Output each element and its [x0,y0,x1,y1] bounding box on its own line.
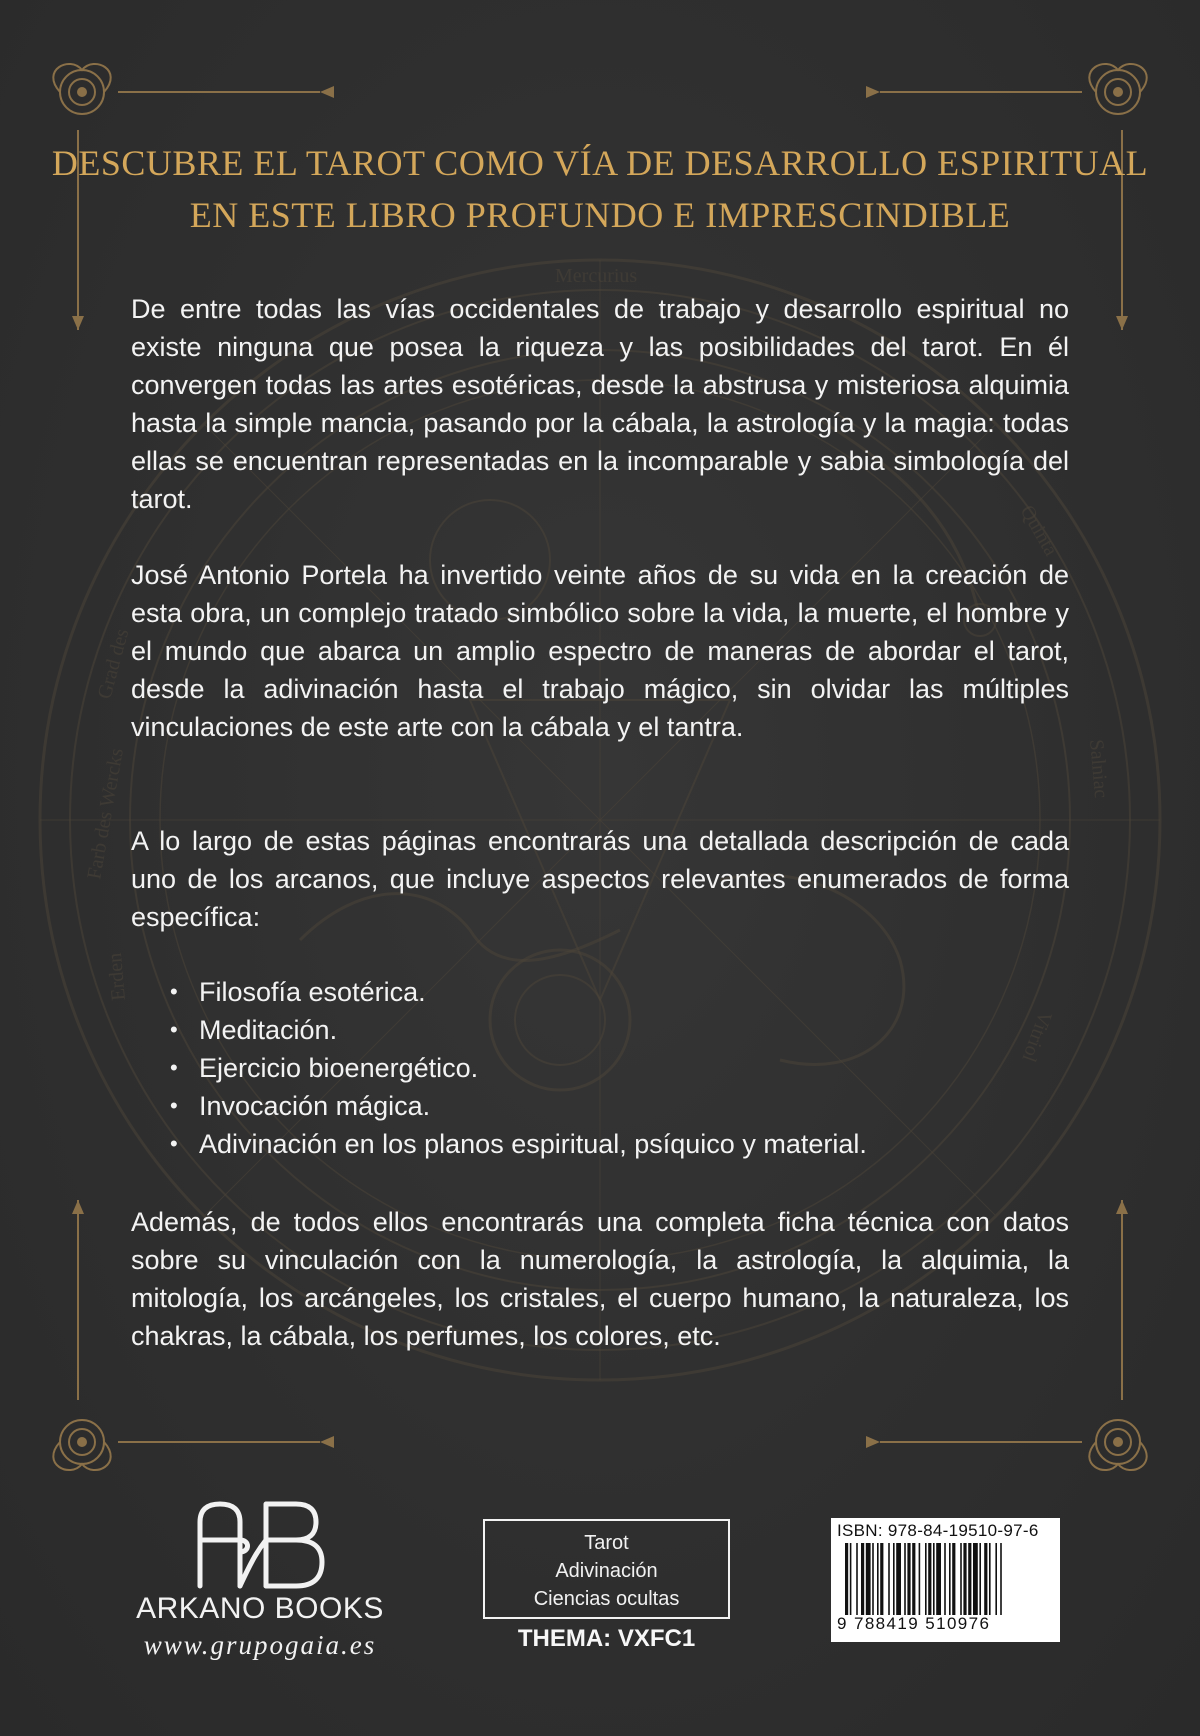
thema-category: Ciencias ocultas [533,1588,680,1610]
headline-line-2: EN ESTE LIBRO PROFUNDO E IMPRESCINDIBLE [189,195,1011,235]
bg-label-quinta: Quinta [1015,501,1062,560]
bg-label-salniac: Salniac [1085,738,1113,800]
thema-code: THEMA: VXFC1 [517,1625,696,1652]
list-item: • Meditación. [168,1011,867,1049]
corner-ornament-top-left [53,64,110,114]
bg-label-mercurius: Mercurius [555,265,638,287]
list-item: • Adivinación en los planos espiritual, psíquico y material. [168,1125,867,1163]
isbn-barcode [831,1518,1060,1642]
bg-label-vitriol: Vitriol [1017,1008,1056,1065]
bg-label-farb-des-wercks: Farb des Wercks [83,746,128,881]
thema-category: Tarot [584,1532,629,1554]
publisher-name: ARKANO BOOKS [136,1592,384,1625]
description-paragraph-4: Además, de todos ellos encontrarás una completa ficha técnica con datos sobre su vinculación con la numerología, la astrología, la alquimia, la mitología, los arcángeles, los cristales, el cuerpo humano, la naturaleza, los chakras, la cábala, los perfumes, los colores, etc. [131,1207,1069,1351]
description-paragraph-2: José Antonio Portela ha invertido veinte años de su vida en la creación de esta obra, un complejo tratado simbólico sobre la vida, la muerte, el hombre y el mundo que abarca un amplio espectro de maneras de abordar el tarot, desde la adivinación hasta el trabajo mágico, sin olvidar las múltiples vinculaciones de este arte con la cábala y el tantra. [131,560,1069,742]
list-item: • Filosofía esotérica. [168,973,867,1011]
thema-category: Adivinación [555,1560,658,1582]
publisher-logo [130,1500,390,1661]
description-paragraph-1: De entre todas las vías occidentales de trabajo y desarrollo espiritual no existe ninguna que posea la riqueza y las posibilidades del tarot. En él convergen todas las artes esotéricas, desde la abstrusa y misteriosa alquimia hasta la simple mancia, pasando por la cábala, la astrología y la magia: todas ellas se encuentran representadas en la incomparable y sabia simbología del tarot. [131,294,1069,514]
bg-label-grad-des: Grad des [93,626,134,702]
description-paragraph-3: A lo largo de estas páginas encontrarás una detallada descripción de cada uno de los arcanos, que incluye aspectos relevantes enumerados de forma específica: [131,826,1069,932]
corner-ornament-bottom-left [53,1420,110,1470]
list-item: • Invocación mágica. [168,1087,867,1125]
isbn-number: ISBN: 978-84-19510-97-6 [837,1521,1039,1540]
thema-category-box [483,1519,730,1619]
corner-ornament-top-right [1089,64,1146,114]
barcode-digits: 9 788419 510976 [837,1614,991,1633]
arcana-aspects-list [168,973,867,1163]
ab-monogram-logo [192,1500,328,1590]
barcode-icon [837,1543,1054,1615]
bg-label-erden: Erden [103,951,130,1002]
headline-line-1: DESCUBRE EL TAROT COMO VÍA DE DESARROLLO ESPIRITUAL [51,143,1149,183]
publisher-url: www.grupogaia.es [143,1630,377,1660]
corner-ornament-bottom-right [1089,1420,1146,1470]
list-item: • Ejercicio bioenergético. [168,1049,867,1087]
